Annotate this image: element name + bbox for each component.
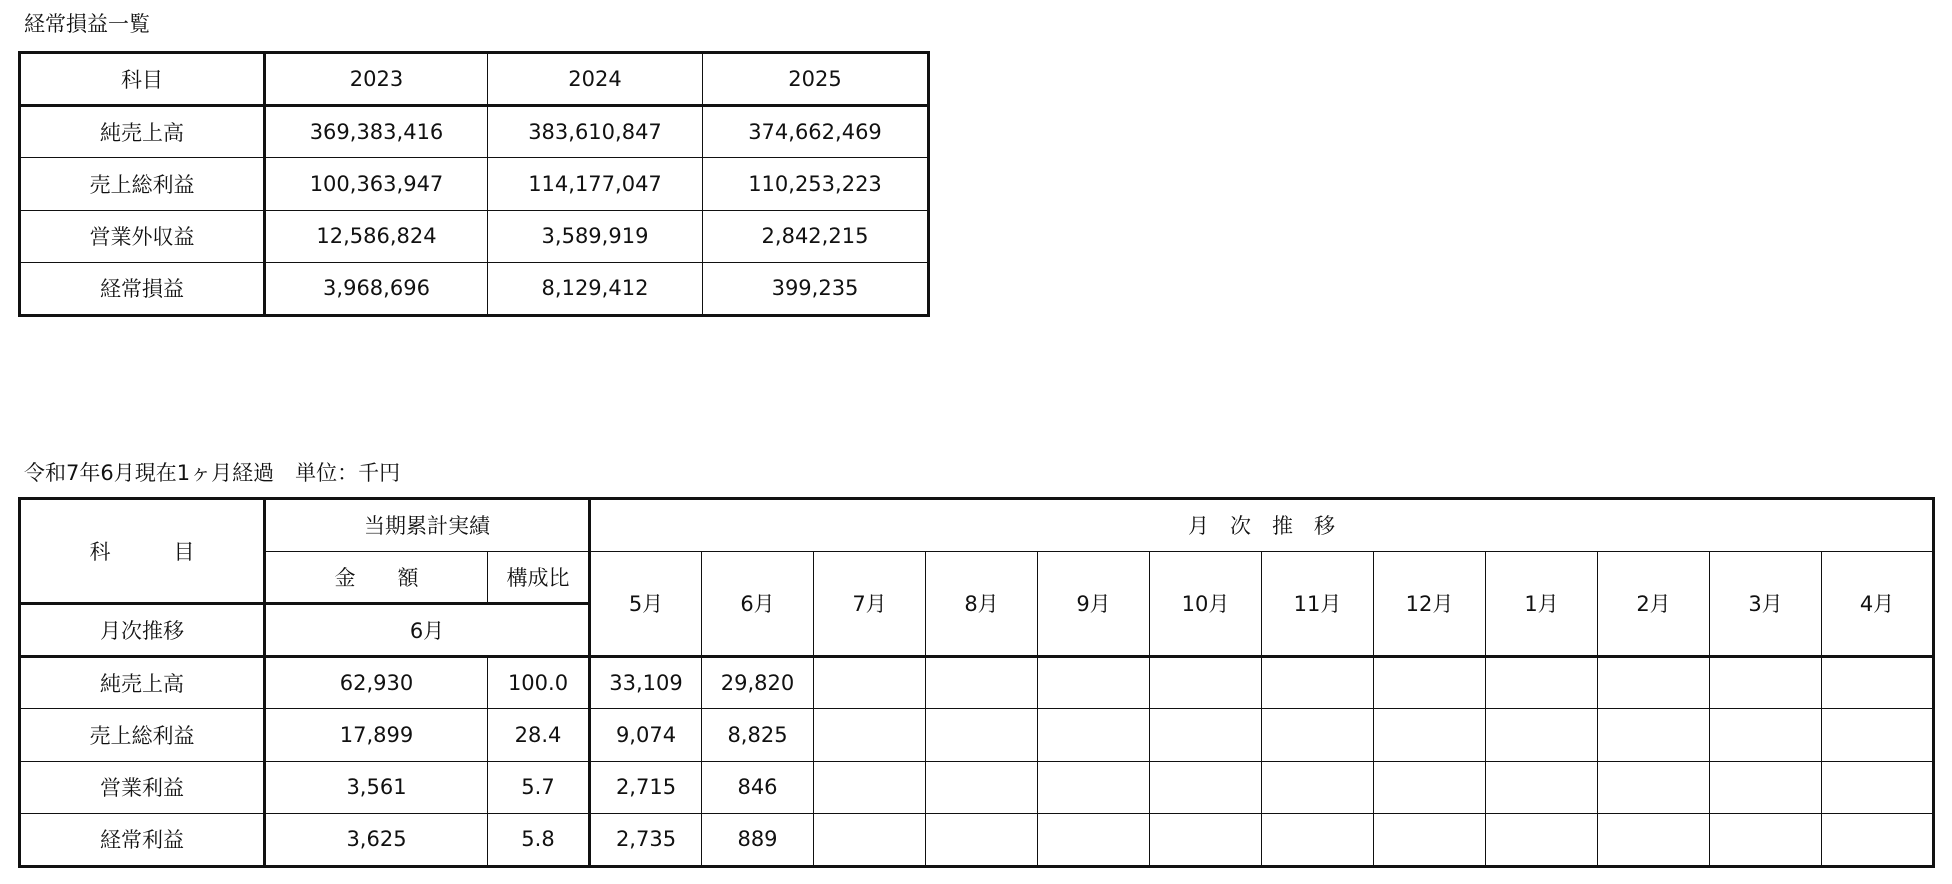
month-cell: 889	[702, 814, 814, 867]
month-cell	[1598, 709, 1710, 762]
month-header: 7月	[814, 551, 926, 656]
month-cell	[1038, 709, 1150, 762]
month-header: 9月	[1038, 551, 1150, 656]
month-cell	[1822, 761, 1934, 814]
column-header-amount: 金 額	[265, 551, 488, 604]
table-row	[20, 158, 929, 211]
column-header-subject: 科 目	[20, 499, 265, 604]
current-month-label: 6月	[265, 604, 590, 657]
month-cell	[1486, 709, 1598, 762]
month-cell	[1374, 656, 1486, 709]
month-header: 2月	[1598, 551, 1710, 656]
table-cell: 114,177,047	[488, 158, 703, 211]
month-cell: 9,074	[590, 709, 702, 762]
month-cell	[1822, 709, 1934, 762]
month-cell	[1150, 709, 1262, 762]
row-label: 経常利益	[20, 814, 265, 867]
month-cell	[1486, 656, 1598, 709]
row-label: 売上総利益	[20, 709, 265, 762]
table-cell: 12,586,824	[265, 210, 488, 263]
month-cell: 33,109	[590, 656, 702, 709]
month-cell	[814, 814, 926, 867]
row-label: 経常損益	[20, 263, 265, 316]
table-row	[20, 210, 929, 263]
month-cell	[1262, 709, 1374, 762]
row-label: 純売上高	[20, 105, 265, 158]
month-cell	[1150, 656, 1262, 709]
table-cell: 369,383,416	[265, 105, 488, 158]
table-header-row	[20, 499, 1934, 552]
amount-cell: 62,930	[265, 656, 488, 709]
table-row	[20, 105, 929, 158]
month-cell	[1150, 761, 1262, 814]
table-cell: 3,968,696	[265, 263, 488, 316]
month-cell	[1710, 709, 1822, 762]
month-cell	[1038, 814, 1150, 867]
column-header-2024: 2024	[488, 53, 703, 106]
month-cell	[926, 656, 1038, 709]
column-header-cumulative: 当期累計実績	[265, 499, 590, 552]
month-cell	[1822, 656, 1934, 709]
month-header: 8月	[926, 551, 1038, 656]
month-header: 11月	[1262, 551, 1374, 656]
table-row	[20, 263, 929, 316]
table-cell: 3,589,919	[488, 210, 703, 263]
month-cell	[1486, 814, 1598, 867]
summary-table	[18, 51, 930, 317]
month-cell	[1374, 709, 1486, 762]
month-header: 5月	[590, 551, 702, 656]
column-header-2025: 2025	[703, 53, 929, 106]
month-cell	[1038, 761, 1150, 814]
table-row	[20, 814, 1934, 867]
month-cell	[1710, 761, 1822, 814]
row-label: 営業利益	[20, 761, 265, 814]
month-cell: 2,715	[590, 761, 702, 814]
month-cell	[1150, 814, 1262, 867]
column-header-2023: 2023	[265, 53, 488, 106]
row-label: 純売上高	[20, 656, 265, 709]
month-header: 1月	[1486, 551, 1598, 656]
amount-cell: 3,561	[265, 761, 488, 814]
table-cell: 110,253,223	[703, 158, 929, 211]
month-header: 10月	[1150, 551, 1262, 656]
table-cell: 2,842,215	[703, 210, 929, 263]
month-cell: 8,825	[702, 709, 814, 762]
month-cell	[926, 814, 1038, 867]
month-cell	[1822, 814, 1934, 867]
monthly-caption: 令和7年6月現在1ヶ月経過 単位：千円	[24, 461, 401, 485]
month-cell	[1374, 814, 1486, 867]
month-cell	[1710, 656, 1822, 709]
table-cell: 8,129,412	[488, 263, 703, 316]
column-header-ratio: 構成比	[488, 551, 590, 604]
row-label-monthly-trend: 月次推移	[20, 604, 265, 657]
month-cell	[814, 761, 926, 814]
month-cell	[1262, 656, 1374, 709]
month-cell	[926, 709, 1038, 762]
row-label: 売上総利益	[20, 158, 265, 211]
month-cell: 29,820	[702, 656, 814, 709]
month-cell	[1374, 761, 1486, 814]
month-cell	[1262, 814, 1374, 867]
month-cell	[1262, 761, 1374, 814]
month-cell	[1710, 814, 1822, 867]
table-cell: 399,235	[703, 263, 929, 316]
table-cell: 374,662,469	[703, 105, 929, 158]
month-cell	[1486, 761, 1598, 814]
table-header-row	[20, 53, 929, 106]
month-cell	[1038, 656, 1150, 709]
month-cell	[926, 761, 1038, 814]
monthly-table	[18, 497, 1935, 868]
ratio-cell: 5.7	[488, 761, 590, 814]
column-header-subject: 科目	[20, 53, 265, 106]
month-cell: 846	[702, 761, 814, 814]
month-cell: 2,735	[590, 814, 702, 867]
month-header: 12月	[1374, 551, 1486, 656]
month-cell	[1598, 656, 1710, 709]
column-header-monthly-trend: 月 次 推 移	[590, 499, 1934, 552]
table-row	[20, 656, 1934, 709]
month-header: 6月	[702, 551, 814, 656]
month-header: 4月	[1822, 551, 1934, 656]
table-header-row	[20, 551, 1934, 604]
month-header: 3月	[1710, 551, 1822, 656]
table-cell: 100,363,947	[265, 158, 488, 211]
table-cell: 383,610,847	[488, 105, 703, 158]
month-cell	[814, 656, 926, 709]
ratio-cell: 28.4	[488, 709, 590, 762]
ratio-cell: 100.0	[488, 656, 590, 709]
month-cell	[1598, 814, 1710, 867]
month-cell	[814, 709, 926, 762]
table-row	[20, 709, 1934, 762]
table-row	[20, 761, 1934, 814]
ratio-cell: 5.8	[488, 814, 590, 867]
amount-cell: 3,625	[265, 814, 488, 867]
row-label: 営業外収益	[20, 210, 265, 263]
amount-cell: 17,899	[265, 709, 488, 762]
summary-title: 経常損益一覧	[24, 12, 150, 36]
month-cell	[1598, 761, 1710, 814]
